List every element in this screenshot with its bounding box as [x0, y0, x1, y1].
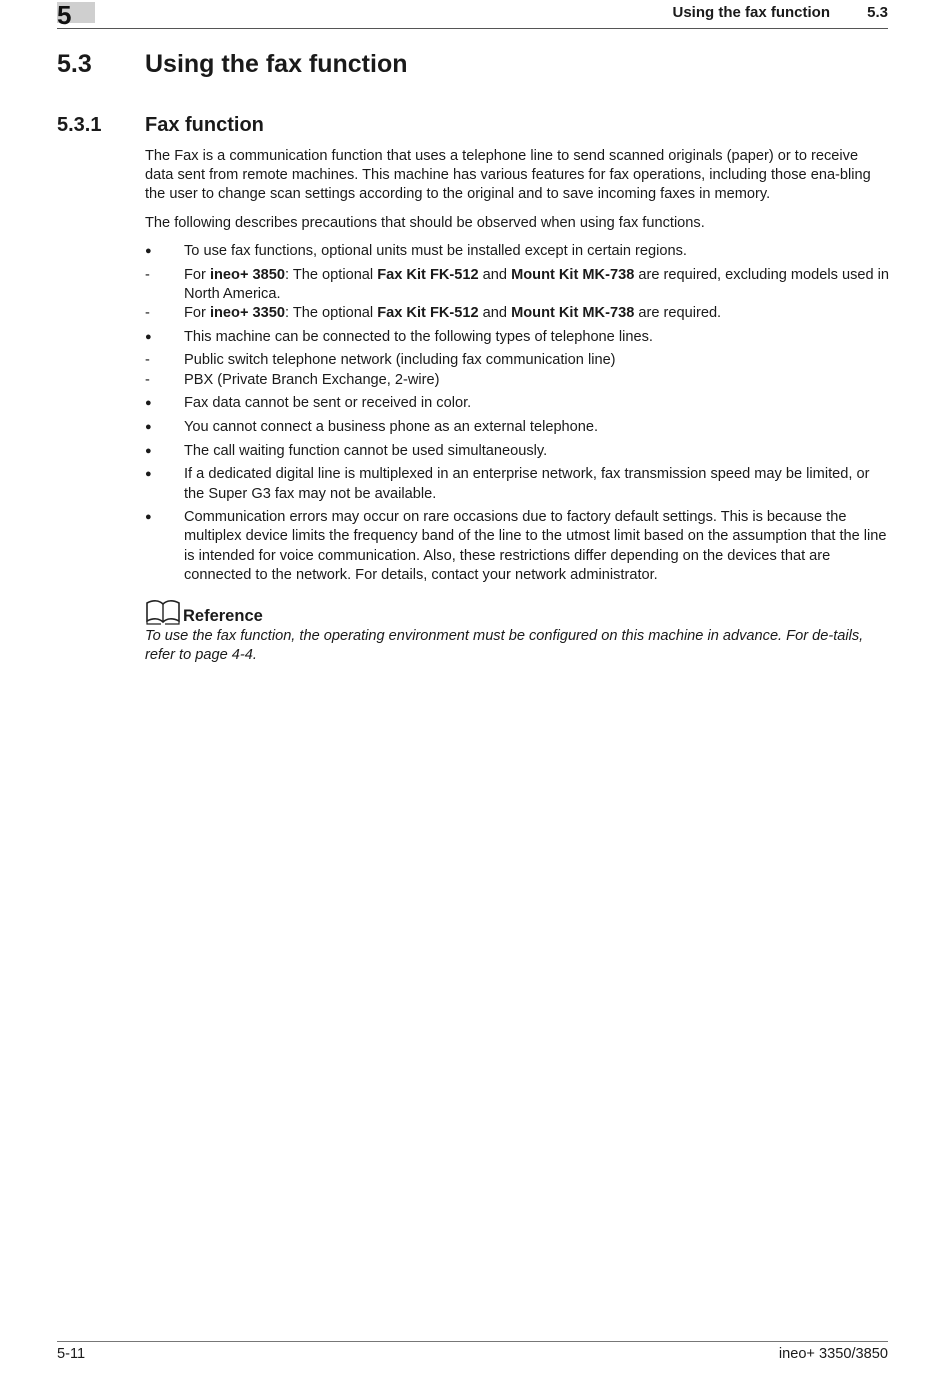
kit-name: Fax Kit FK-512: [377, 266, 479, 283]
kit-name: Mount Kit MK-738: [511, 266, 635, 283]
list-item-text: You cannot connect a business phone as an external telephone.: [184, 418, 599, 435]
sub-list-item: [145, 266, 890, 304]
list-item-text: If a dedicated digital line is multiplexed in an enterprise network, fax transmission speed may be limited, or the Super G3 fax may not be available.: [184, 466, 870, 502]
page-number: 5-11: [57, 1346, 86, 1362]
kit-name: Mount Kit MK-738: [511, 304, 635, 321]
model-name: ineo+ 3350: [209, 304, 285, 321]
list-item-text: This machine can be connected to the following types of telephone lines.: [184, 328, 653, 345]
subsection-title: Fax function: [145, 114, 264, 136]
sub-list-item-text: [184, 267, 889, 302]
sub-list-item-text: Public switch telephone network (including fax communication line): [184, 352, 616, 369]
text-run: For: [184, 266, 210, 283]
list-item: [145, 465, 890, 503]
subsection-number: 5.3.1: [57, 114, 102, 136]
list-item-text: Fax data cannot be sent or received in color.: [184, 395, 472, 412]
reference-text: To use the fax function, the operating environment must be configured on this machine in advance. For de-tails, refer to page 4-4.: [145, 628, 864, 664]
product-name: ineo+ 3350/3850: [778, 1346, 888, 1362]
dash-icon: -: [145, 266, 150, 283]
reference-header: [145, 599, 890, 627]
section-number: 5.3: [57, 50, 92, 78]
precautions-intro: The following describes precautions that should be observed when using fax functions.: [145, 214, 705, 231]
model-name: ineo+ 3850: [209, 266, 285, 283]
running-header-title: Using the fax function: [672, 4, 830, 21]
book-icon: [145, 599, 181, 625]
kit-name: Fax Kit FK-512: [377, 304, 479, 321]
reference-title: Reference: [183, 607, 263, 625]
text-run: are required, excluding models used in North America.: [184, 266, 890, 302]
footer-divider: [57, 1341, 888, 1342]
text-run: : The optional: [285, 304, 378, 321]
list-item: [145, 508, 890, 585]
bullet-icon: ●: [145, 420, 152, 433]
section-title: Using the fax function: [145, 50, 408, 78]
sub-list-item: [145, 351, 890, 370]
list-item: [145, 442, 890, 461]
text-run: : The optional: [285, 266, 378, 283]
text-run: and: [478, 304, 512, 321]
chapter-number: 5: [57, 0, 72, 30]
list-item-text: Communication errors may occur on rare occasions due to factory default settings. This is because the multiplex device limits the frequency band of the line to the utmost limit based on the assumption that the line is intended for voice communication. Also, these restrictions differ depending on the devices that are connected to the network. For details, contact your network administrator.: [184, 509, 887, 583]
text-run: For: [184, 304, 210, 321]
dash-icon: -: [145, 304, 150, 321]
reference-note: [145, 599, 890, 665]
text-run: and: [478, 266, 512, 283]
list-item: [145, 242, 890, 261]
bullet-icon: ●: [145, 511, 152, 524]
dash-icon: -: [145, 352, 150, 369]
sub-list-item: [145, 371, 890, 390]
bullet-icon: ●: [145, 397, 152, 410]
list-item-text: To use fax functions, optional units must be installed except in certain regions.: [184, 242, 687, 259]
bullet-icon: ●: [145, 468, 152, 481]
running-header-section: 5.3: [867, 4, 888, 21]
sub-list-item: [145, 304, 890, 323]
bullet-icon: ●: [145, 330, 152, 343]
list-item-text: The call waiting function cannot be used simultaneously.: [184, 442, 548, 459]
sub-list-item-text: [184, 305, 721, 321]
text-run: are required.: [634, 304, 722, 321]
list-item: [145, 418, 890, 437]
body-content: [145, 147, 890, 590]
subsection-heading: [57, 112, 264, 138]
section-heading: [57, 48, 408, 80]
bullet-icon: ●: [145, 244, 152, 257]
list-item: [145, 328, 890, 347]
bullet-icon: ●: [145, 444, 152, 457]
sub-list-item-text: PBX (Private Branch Exchange, 2-wire): [184, 371, 440, 388]
intro-paragraph: The Fax is a communication function that uses a telephone line to send scanned originals (paper) or to receive data sent from remote machines. This machine has various features for fax operations, including those ena-bling the user to change scan settings according to the original and to save incoming faxes in memory.: [145, 148, 871, 203]
header-divider: [57, 28, 888, 29]
list-item: [145, 394, 890, 413]
dash-icon: -: [145, 371, 150, 388]
